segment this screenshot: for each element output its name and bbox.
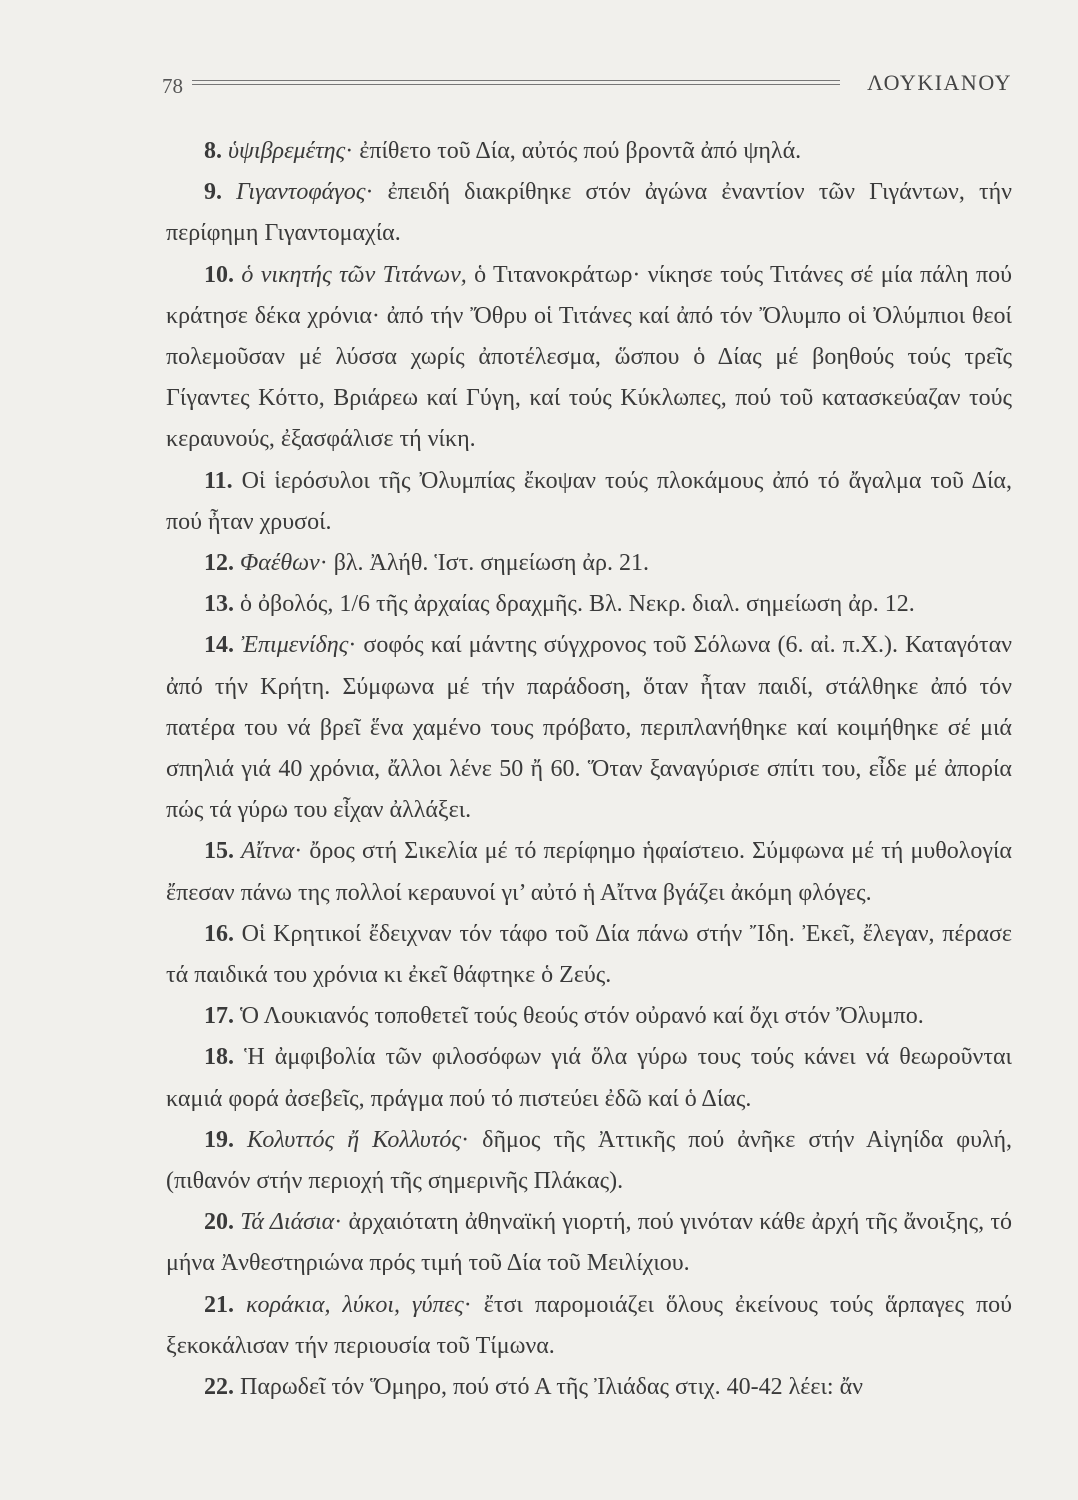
- note-17: [166, 996, 1012, 1037]
- note-text: · ἀρχαιότατη ἀθηναϊκή γιορτή, πού γινόταν κάθε ἀρχή τῆς ἄνοιξης, τό μήνα Ἀνθεστηριώνα πρός τιμή τοῦ Δία τοῦ Μειλίχιου.: [166, 1209, 1012, 1277]
- note-10: [166, 255, 1012, 461]
- note-22: [166, 1367, 1012, 1408]
- note-20: [166, 1202, 1012, 1284]
- note-number: 13.: [204, 591, 234, 618]
- note-term: Ἐπιμενίδης: [241, 632, 349, 659]
- note-text: · ἐπίθετο τοῦ Δία, αὐτός πού βροντᾶ ἀπό ψηλά.: [345, 138, 802, 164]
- note-15: [166, 831, 1012, 913]
- note-text: · βλ. Ἀλήθ. Ἱστ. σημείωση ἀρ. 21.: [319, 550, 649, 577]
- running-title: ΛΟΥΚΙΑΝΟΥ: [867, 70, 1012, 95]
- note-number: 14.: [204, 632, 234, 659]
- note-number: 12.: [204, 550, 234, 577]
- page-header: [162, 70, 1012, 104]
- note-13: [166, 584, 1012, 625]
- note-text: Οἱ ἱερόσυλοι τῆς Ὀλυμπίας ἔκοψαν τούς πλοκάμους ἀπό τό ἄγαλμα τοῦ Δία, πού ἦταν χρυσοί.: [166, 467, 1012, 535]
- header-rule: [192, 80, 840, 85]
- note-term: Αἴτνα: [241, 838, 295, 865]
- note-number: 15.: [204, 838, 234, 865]
- note-term: κοράκια, λύκοι, γύπες: [246, 1291, 464, 1318]
- note-number: 8.: [204, 138, 222, 164]
- note-number: 19.: [204, 1126, 234, 1153]
- note-text: · ἔτσι παρομοιάζει ὅλους ἐκείνους τούς ἅρπαγες πού ξεκοκάλισαν τήν περιουσία τοῦ Τίμωνα.: [166, 1291, 1012, 1359]
- note-number: 9.: [204, 179, 222, 206]
- note-number: 22.: [204, 1374, 234, 1401]
- note-text: · δῆμος τῆς Ἀττικῆς πού ἀνῆκε στήν Αἰγηίδα φυλή, (πιθανόν στήν περιοχή τῆς σημερινῆς Πλάκας).: [166, 1126, 1013, 1195]
- note-term: ὑψιβρεμέτης: [228, 138, 346, 164]
- note-8: [166, 131, 1012, 172]
- note-19: [166, 1120, 1012, 1202]
- note-18: [166, 1037, 1012, 1119]
- note-text: Ὁ Λουκιανός τοποθετεῖ τούς θεούς στόν οὐρανό καί ὄχι στόν Ὄλυμπο.: [234, 1003, 924, 1030]
- note-number: 17.: [204, 1003, 234, 1030]
- note-number: 10.: [204, 261, 234, 288]
- note-12: [166, 543, 1012, 584]
- notes-list: [166, 131, 1012, 1408]
- note-number: 11.: [204, 467, 233, 494]
- note-text: Παρωδεῖ τόν Ὅμηρο, πού στό Α τῆς Ἰλιάδας στιχ. 40-42 λέει: ἄν: [234, 1374, 864, 1401]
- note-term: Γιγαντοφάγος: [236, 179, 366, 206]
- note-text: Ἡ ἀμφιβολία τῶν φιλοσόφων γιά ὅλα γύρω τους τούς κάνει νά θεωροῦνται καμιά φορά ἀσεβεῖς, πράγμα πού τό πιστεύει ἐδῶ καί ὁ Δίας.: [166, 1044, 1012, 1112]
- note-text: · σοφός καί μάντης σύγχρονος τοῦ Σόλωνα (6. αἰ. π.Χ.). Καταγόταν ἀπό τήν Κρήτη. Σύμφωνα μέ τήν παράδοση, ὅταν ἦταν παιδί, στάλθηκε ἀπό τόν πατέρα του νά βρεῖ ἕνα χαμένο τους πρόβατο, περιπλανήθηκε καί κοιμήθηκε σέ μιά σπηλιά γιά 40 χρόνια, ἄλλοι λένε 50 ἤ 60. Ὅταν ξαναγύρισε σπίτι του, εἶδε μέ ἀπορία πώς τά γύρω του εἶχαν ἀλλάξει.: [166, 632, 1012, 824]
- note-text: · ἐπειδή διακρίθηκε στόν ἀγώνα ἐναντίον τῶν Γιγάντων, τήν περίφημη Γιγαντομαχία.: [166, 179, 1013, 247]
- page-number: 78: [162, 74, 183, 98]
- note-number: 21.: [204, 1291, 234, 1318]
- note-14: [166, 625, 1012, 831]
- note-term: Τά Διάσια: [240, 1209, 335, 1236]
- note-9: [166, 172, 1012, 254]
- note-number: 18.: [204, 1044, 234, 1071]
- note-text: ὁ Τιτανοκράτωρ· νίκησε τούς Τιτάνες σέ μία πάλη πού κράτησε δέκα χρόνια· ἀπό τήν Ὄθρυ οἱ Τιτάνες καί ἀπό τόν Ὄλυμπο οἱ Ὀλύμπιοι θεοί πολεμοῦσαν μέ λύσσα χωρίς ἀποτέλεσμα, ὥσπου ὁ Δίας μέ βοηθούς τούς τρεῖς Γίγαντες Κόττο, Βριάρεω καί Γύγη, καί τούς Κύκλωπες, πού τοῦ κατασκεύαζαν τούς κεραυνούς, ἐξασφάλισε τή νίκη.: [166, 261, 1012, 453]
- note-term: Φαέθων: [240, 550, 320, 577]
- note-text: ὁ ὀβολός, 1/6 τῆς ἀρχαίας δραχμῆς. Βλ. Νεκρ. διαλ. σημείωση ἀρ. 12.: [234, 591, 915, 618]
- note-number: 20.: [204, 1209, 234, 1236]
- note-text: Οἱ Κρητικοί ἔδειχναν τόν τάφο τοῦ Δία πάνω στήν Ἴδη. Ἐκεῖ, ἔλεγαν, πέρασε τά παιδικά του χρόνια κι ἐκεῖ θάφτηκε ὁ Ζεύς.: [166, 920, 1012, 989]
- note-16: [166, 914, 1012, 996]
- note-text: · ὄρος στή Σικελία μέ τό περίφημο ἡφαίστειο. Σύμφωνα μέ τή μυθολογία ἔπεσαν πάνω της πολλοί κεραυνοί γι’ αὐτό ἡ Αἴτνα βγάζει ἀκόμη φλόγες.: [166, 838, 1012, 906]
- note-term: ὁ νικητής τῶν Τιτάνων,: [241, 261, 467, 288]
- note-21: [166, 1285, 1012, 1367]
- note-11: [166, 461, 1012, 543]
- note-number: 16.: [204, 920, 234, 947]
- note-term: Κολυττός ἤ Κολλυτός: [247, 1126, 462, 1153]
